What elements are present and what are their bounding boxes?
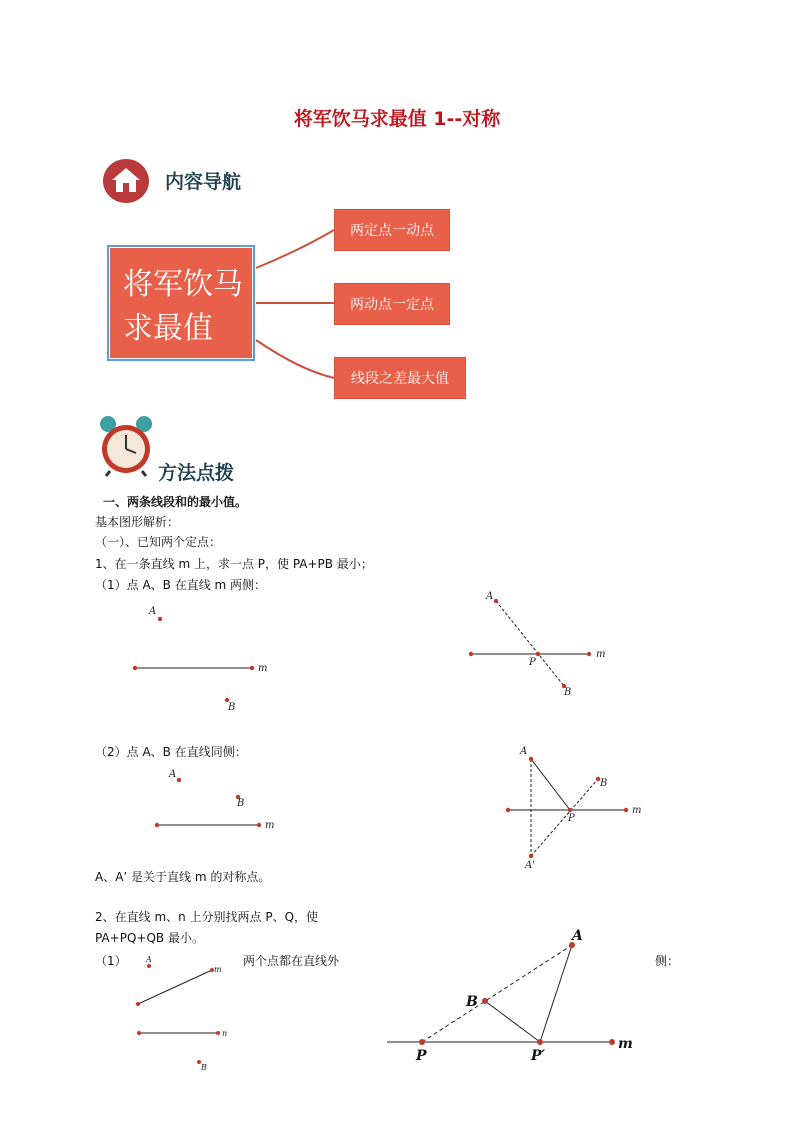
nav-heading: 内容导航: [165, 171, 242, 193]
figure-same-side: [155, 769, 275, 831]
label-P-fig6: P: [416, 1048, 427, 1064]
label-m-fig3: m: [265, 820, 275, 831]
point-m-left: [133, 666, 137, 670]
label-Pprime-fig6: P′: [531, 1048, 546, 1064]
label-B-fig5: B: [201, 1063, 207, 1072]
text-line-5: （1）点 A、B 在直线 m 两侧：: [95, 578, 267, 592]
label-A-fig4: A: [520, 746, 528, 757]
point-A-fig1: [158, 617, 162, 621]
label-m-fig1: m: [258, 663, 268, 674]
point-P-fig4: [568, 808, 572, 812]
label-A-fig6: A: [572, 928, 583, 944]
page-title: 将军饮马求最值 1--对称: [293, 108, 501, 130]
mindmap-center-line1: 将军饮马: [123, 267, 243, 302]
point-m-left-fig3: [155, 823, 159, 827]
text-line-9: PA+PQ+QB 最小。: [95, 931, 204, 945]
point-m-left-fig2: [469, 652, 473, 656]
text-line-1: 一、两条线段和的最小值。: [103, 495, 248, 509]
point-A-fig2: [494, 599, 498, 603]
point-m-right-fig3: [257, 823, 261, 827]
label-A-fig3: A: [169, 769, 177, 780]
text-line-10c: 侧：: [655, 954, 680, 968]
point-m-left-fig4: [506, 808, 510, 812]
label-A-fig1: A: [149, 606, 157, 617]
label-P-fig2: P: [529, 657, 536, 668]
point-m-fig6: [609, 1039, 615, 1045]
text-line-6: （2）点 A、B 在直线同侧：: [95, 745, 247, 759]
point-A-fig4: [529, 757, 533, 761]
text-line-10a: （1）: [95, 954, 127, 968]
mindmap-branch-1: 两定点一动点: [334, 209, 450, 251]
point-m-right-fig4: [624, 808, 628, 812]
text-line-10b: 两个点都在直线外: [243, 954, 340, 968]
point-m-right-fig2: [587, 652, 591, 656]
point-P-fig2: [536, 652, 540, 656]
point-A-fig5: [147, 964, 151, 968]
label-B-fig6: B: [466, 994, 478, 1010]
point-m1-fig5: [136, 1002, 140, 1006]
label-B-fig2: B: [564, 687, 572, 698]
point-Aprime-fig4: [529, 854, 533, 858]
mindmap-branch-3: 线段之差最大值: [334, 357, 466, 399]
label-Aprime-fig4: A': [525, 860, 535, 871]
label-A-fig2: A: [486, 591, 494, 602]
point-A-fig3: [177, 778, 181, 782]
point-B-fig6: [482, 998, 488, 1004]
label-m-fig2: m: [596, 649, 606, 660]
mindmap-branch-2: 两动点一定点: [334, 283, 450, 325]
mindmap-center-line2: 求最值: [123, 311, 213, 346]
figure-two-lines: [136, 955, 227, 1072]
label-B-fig3: B: [237, 798, 245, 809]
label-n-fig5: n: [222, 1029, 228, 1038]
figure-opposite-sides: [133, 606, 268, 713]
text-line-8: 2、在直线 m、n 上分别找两点 P、Q，使: [95, 910, 319, 924]
text-line-4: 1、在一条直线 m 上，求一点 P，使 PA+PB 最小；: [95, 557, 373, 571]
label-P-fig4: P: [568, 813, 575, 824]
point-Pprime-fig6: [537, 1039, 543, 1045]
label-A-fig5: A: [146, 955, 152, 964]
point-m-right: [250, 666, 254, 670]
label-B-fig4: B: [600, 778, 608, 789]
method-heading: 方法点拨: [158, 462, 235, 484]
figure-reflection-solution: [506, 746, 642, 871]
figure-large-solution: [387, 928, 633, 1064]
text-line-7: A、A’ 是关于直线 m 的对称点。: [95, 870, 271, 884]
text-line-3: （一）、已知两个定点：: [95, 535, 222, 549]
point-n2-fig5: [216, 1031, 220, 1035]
label-m-fig5: m: [214, 965, 222, 974]
label-m-fig6: m: [618, 1036, 633, 1052]
label-m-fig4: m: [632, 805, 642, 816]
label-B-fig1: B: [228, 702, 236, 713]
text-line-2: 基本图形解析：: [95, 515, 180, 529]
point-n1-fig5: [137, 1031, 141, 1035]
figure-opposite-solution: [469, 591, 606, 698]
point-P-fig6: [419, 1039, 425, 1045]
